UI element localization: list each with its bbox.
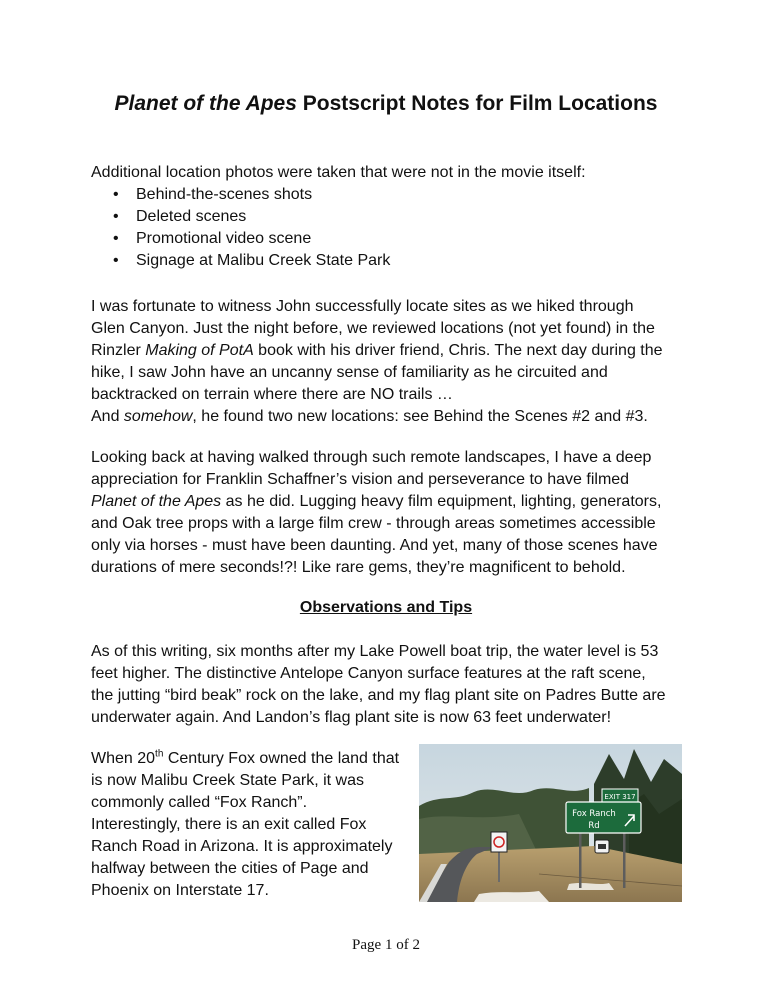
- text-span: Rinzler: [91, 342, 146, 359]
- text-span: Century Fox owned the land that: [163, 750, 400, 767]
- text-line: backtracked on terrain where there are NO trails …: [91, 386, 453, 403]
- guide-sign-post-2: [623, 833, 626, 888]
- page-number: Page 1 of 2: [352, 937, 420, 953]
- intro-text: Additional location photos were taken that were not in the movie itself:: [91, 164, 586, 181]
- exit-label: EXIT 317: [604, 793, 636, 801]
- list-item: • Deleted scenes: [91, 206, 691, 228]
- text-line: feet higher. The distinctive Antelope Canyon surface features at the raft scene,: [91, 665, 646, 682]
- text-line: [91, 491, 691, 513]
- text-line: commonly called “Fox Ranch”.: [91, 794, 308, 811]
- text-line: [91, 340, 691, 362]
- text-line: underwater again. And Landon’s flag plant site is now 63 feet underwater!: [91, 709, 612, 726]
- road-sign-photo: [419, 744, 682, 902]
- text-line: Looking back at having walked through such remote landscapes, I have a deep: [91, 449, 652, 466]
- bullet-list: [91, 184, 691, 272]
- text-span: book with his driver friend, Chris. The next day during the: [253, 342, 663, 359]
- paragraph-john-locations: [91, 296, 691, 428]
- text-line: I was fortunate to witness John successfully locate sites as we hiked through: [91, 298, 634, 315]
- title-rest: Postscript Notes for Film Locations: [296, 92, 658, 115]
- text-line: Glen Canyon. Just the night before, we reviewed locations (not yet found) in the: [91, 320, 655, 337]
- text-line: the jutting “bird beak” rock on the lake, and my flag plant site on Padres Butte are: [91, 687, 666, 704]
- section-heading: Observations and Tips: [299, 599, 473, 616]
- text-span: When 20: [91, 750, 156, 767]
- title-italic: Planet of the Apes: [114, 92, 297, 115]
- text-line: Ranch Road in Arizona. It is approximately: [91, 838, 393, 855]
- sign-post: [498, 852, 500, 882]
- text-span: , he found two new locations: see Behind the Scenes #2 and #3.: [192, 408, 648, 425]
- page-title: [0, 92, 772, 116]
- list-item: • Signage at Malibu Creek State Park: [91, 250, 691, 272]
- route-marker-glyph: [598, 844, 606, 849]
- emphasis: somehow: [123, 408, 193, 425]
- paragraph-fox-ranch: [91, 748, 421, 902]
- text-line: halfway between the cities of Page and: [91, 860, 369, 877]
- sign-line-1: Fox Ranch: [572, 809, 616, 819]
- text-line: durations of mere seconds!?! Like rare gems, they’re magnificent to behold.: [91, 559, 626, 576]
- sign-line-2: Rd: [588, 821, 600, 831]
- guide-sign-post: [579, 833, 582, 888]
- snow-patch-2: [567, 883, 614, 890]
- text-line: hike, I saw John have an uncanny sense of familiarity as he circuited and: [91, 364, 608, 381]
- text-line: appreciation for Franklin Schaffner’s vision and perseverance to have filmed: [91, 471, 630, 488]
- text-line: [91, 406, 691, 428]
- list-item: • Promotional video scene: [91, 228, 691, 250]
- text-line: Interestingly, there is an exit called Fox: [91, 816, 367, 833]
- fox-ranch-road-photo: [419, 744, 682, 902]
- book-title: Making of PotA: [145, 342, 254, 359]
- text-line: is now Malibu Creek State Park, it was: [91, 772, 364, 789]
- text-span: And: [91, 408, 124, 425]
- list-item: • Behind-the-scenes shots: [91, 184, 691, 206]
- text-span: as he did. Lugging heavy film equipment, lighting, generators,: [221, 493, 662, 510]
- text-line: [91, 748, 421, 770]
- text-line: only via horses - must have been daunting. And yet, many of those scenes have: [91, 537, 658, 554]
- paragraph-water-level: [91, 641, 691, 729]
- text-line: As of this writing, six months after my Lake Powell boat trip, the water level is 53: [91, 643, 659, 660]
- film-title: Planet of the Apes: [91, 493, 222, 510]
- intro-section: [91, 162, 691, 272]
- superscript: th: [155, 748, 164, 760]
- text-line: Phoenix on Interstate 17.: [91, 882, 269, 899]
- text-line: and Oak tree props with a large film crew - through areas sometimes accessible: [91, 515, 656, 532]
- paragraph-appreciation: [91, 447, 691, 579]
